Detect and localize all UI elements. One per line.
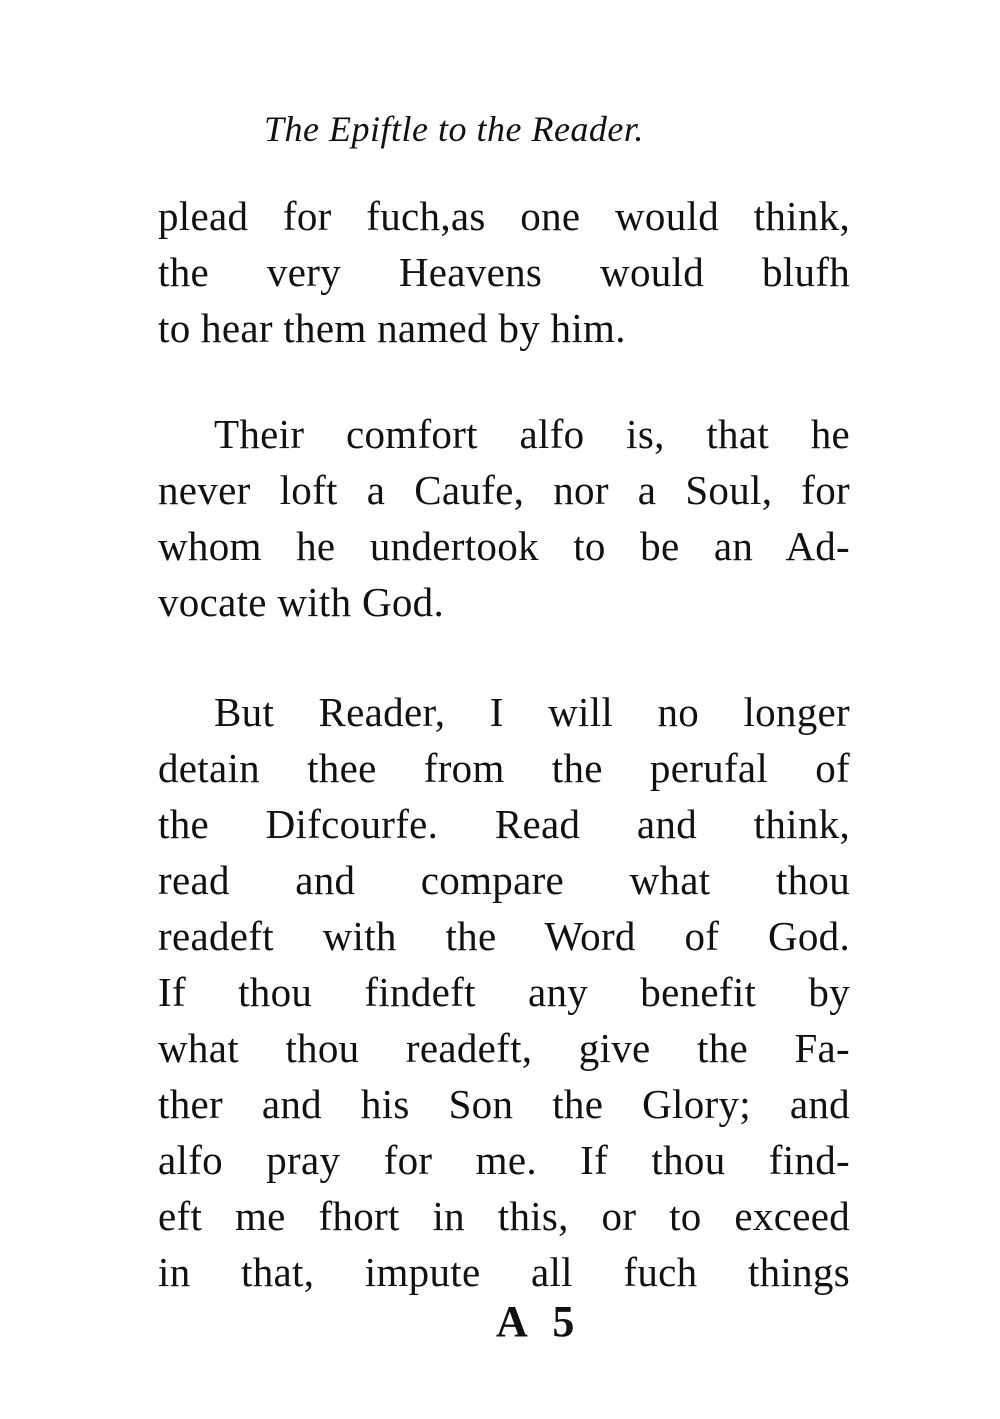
text-line: plead for fuch,as one would think, — [158, 193, 850, 239]
signature-mark: A 5 — [496, 1297, 583, 1346]
text-line: alfo pray for me. If thou find- — [158, 1137, 850, 1183]
text-line: Their comfort alfo is, that he — [214, 411, 850, 457]
text-line: to hear them named by him. — [158, 305, 626, 351]
text-line: readeft with the Word of God. — [158, 913, 850, 959]
text-line: the very Heavens would blufh — [158, 249, 850, 295]
text-line: what thou readeft, give the Fa- — [158, 1025, 850, 1071]
text-line: If thou findeft any benefit by — [158, 969, 850, 1015]
text-line: read and compare what thou — [158, 857, 850, 903]
running-head: The Epiftle to the Reader. — [264, 109, 644, 149]
text-line: never loft a Caufe, nor a Soul, for — [158, 467, 850, 513]
text-line: eft me fhort in this, or to exceed — [158, 1193, 850, 1239]
text-line: But Reader, I will no longer — [214, 689, 850, 735]
text-line: ther and his Son the Glory; and — [158, 1081, 850, 1127]
text-line: in that, impute all fuch things — [158, 1249, 850, 1295]
text-line: the Difcourfe. Read and think, — [158, 801, 850, 847]
text-line: vocate with God. — [158, 579, 445, 625]
text-line: detain thee from the perufal of — [158, 745, 850, 791]
text-line: whom he undertook to be an Ad- — [158, 523, 850, 569]
